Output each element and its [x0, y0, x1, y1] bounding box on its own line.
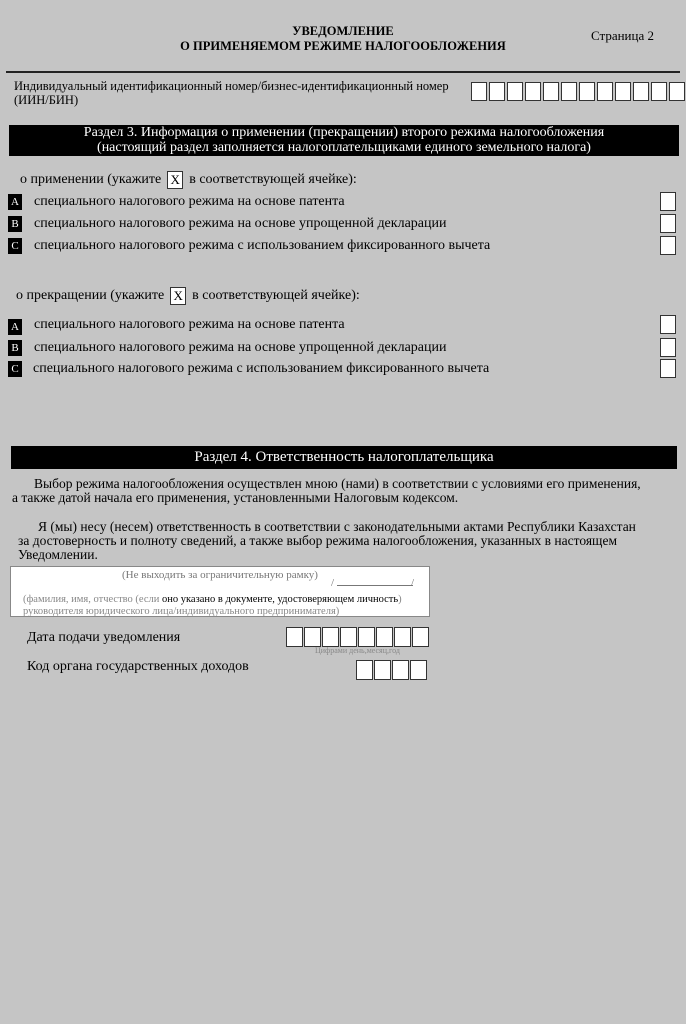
- stop-question-suffix: в соответствующей ячейке):: [192, 288, 360, 304]
- option-letter: A: [8, 319, 22, 335]
- responsibility-line3: Уведомлении.: [18, 547, 98, 562]
- submission-date-input[interactable]: [286, 627, 430, 647]
- option-letter: C: [8, 238, 22, 254]
- date-cell[interactable]: [376, 627, 393, 647]
- signature-box[interactable]: [10, 566, 430, 617]
- stop-option-c: [8, 359, 678, 379]
- iin-bin-label-line1: Индивидуальный идентификационный номер/бизнес-идентификационный номер: [14, 79, 449, 93]
- apply-question: [20, 171, 357, 189]
- signature-line: [337, 585, 413, 586]
- stop-mark-sample: X: [170, 287, 186, 305]
- section3-heading-line1: Раздел 3. Информация о применении (прекращении) второго режима налогообложения: [83, 125, 605, 140]
- iin-cell[interactable]: [669, 82, 685, 101]
- option-text: специального налогового режима на основе упрощенной декларации: [34, 340, 447, 355]
- apply-question-suffix: в соответствующей ячейке):: [189, 172, 357, 188]
- form-title: [0, 24, 686, 54]
- revenue-authority-code-input[interactable]: [356, 660, 428, 680]
- date-cell[interactable]: [304, 627, 321, 647]
- date-format-hint: Цифрами день,месяц,год: [315, 646, 400, 655]
- apply-option-c: [8, 236, 678, 256]
- iin-cell[interactable]: [615, 82, 631, 101]
- option-letter: C: [8, 361, 22, 377]
- iin-bin-input[interactable]: [471, 82, 685, 101]
- signature-slash: /: [411, 577, 415, 589]
- date-cell[interactable]: [358, 627, 375, 647]
- page-number: Страница 2: [590, 28, 654, 43]
- code-cell[interactable]: [392, 660, 409, 680]
- iin-bin-label-line2: (ИИН/БИН): [14, 93, 79, 107]
- fio-caption-part2: оно указано в документе, удостоверяющем личность: [161, 594, 399, 605]
- apply-option-a: [8, 192, 678, 212]
- date-cell[interactable]: [322, 627, 339, 647]
- code-cell[interactable]: [410, 660, 427, 680]
- iin-cell[interactable]: [651, 82, 667, 101]
- iin-cell[interactable]: [471, 82, 487, 101]
- date-cell[interactable]: [412, 627, 429, 647]
- header-divider: [6, 71, 680, 73]
- date-cell[interactable]: [340, 627, 357, 647]
- responsibility-statement: [18, 520, 686, 562]
- iin-bin-label: [14, 79, 474, 107]
- stop-option-b-checkbox[interactable]: [660, 338, 676, 357]
- apply-option-c-checkbox[interactable]: [660, 236, 676, 255]
- option-letter: B: [8, 216, 22, 232]
- stop-question: [16, 287, 360, 305]
- fio-caption-part1: (фамилия, имя, отчество (если: [23, 594, 160, 605]
- apply-option-b: [8, 214, 678, 234]
- stop-option-a-checkbox[interactable]: [660, 315, 676, 334]
- section3-heading: [9, 125, 679, 156]
- option-text: специального налогового режима с использованием фиксированного вычета: [33, 361, 490, 376]
- signature-fio-caption: [23, 594, 402, 618]
- iin-cell[interactable]: [633, 82, 649, 101]
- submission-date-label: Дата подачи уведомления: [27, 630, 181, 645]
- iin-cell[interactable]: [525, 82, 541, 101]
- iin-cell[interactable]: [489, 82, 505, 101]
- form-title-line2: О ПРИМЕНЯЕМОМ РЕЖИМЕ НАЛОГООБЛОЖЕНИЯ: [180, 39, 506, 53]
- stop-option-c-checkbox[interactable]: [660, 359, 676, 378]
- iin-cell[interactable]: [561, 82, 577, 101]
- responsibility-line1: Я (мы) несу (несем) ответственность в соответствии с законодательными актами Республики Казахстан: [38, 519, 636, 534]
- option-text: специального налогового режима на основе патента: [34, 194, 345, 209]
- code-cell[interactable]: [374, 660, 391, 680]
- form-title-line1: УВЕДОМЛЕНИЕ: [292, 24, 394, 38]
- apply-question-prefix: о применении (укажите: [20, 172, 162, 188]
- stop-option-a: [8, 315, 678, 335]
- fio-caption-line2: руководителя юридического лица/индивидуального предпринимателя): [23, 606, 340, 617]
- signature-hint: (Не выходить за ограничительную рамку): [122, 569, 318, 581]
- date-cell[interactable]: [286, 627, 303, 647]
- apply-mark-sample: X: [167, 171, 183, 189]
- date-cell[interactable]: [394, 627, 411, 647]
- code-cell[interactable]: [356, 660, 373, 680]
- apply-option-b-checkbox[interactable]: [660, 214, 676, 233]
- option-letter: B: [8, 340, 22, 356]
- iin-cell[interactable]: [579, 82, 595, 101]
- responsibility-line2: за достоверность и полноту сведений, а также выбор режима налогообложения, указанных в настоящем: [18, 533, 617, 548]
- option-text: специального налогового режима на основе патента: [34, 317, 345, 332]
- iin-cell[interactable]: [507, 82, 523, 101]
- apply-option-a-checkbox[interactable]: [660, 192, 676, 211]
- option-text: специального налогового режима с использованием фиксированного вычета: [34, 238, 491, 253]
- signature-slash: /: [331, 577, 335, 589]
- choice-statement-line1: Выбор режима налогообложения осуществлен мною (нами) в соответствии с условиями его применения,: [34, 476, 641, 491]
- section4-heading: Раздел 4. Ответственность налогоплательщика: [11, 446, 677, 469]
- revenue-authority-code-label: Код органа государственных доходов: [27, 659, 249, 674]
- iin-cell[interactable]: [543, 82, 559, 101]
- iin-cell[interactable]: [597, 82, 613, 101]
- section3-heading-line2: (настоящий раздел заполняется налогоплательщиками единого земельного налога): [97, 140, 591, 155]
- stop-question-prefix: о прекращении (укажите: [16, 288, 165, 304]
- choice-statement-line2: а также датой начала его применения, установленными Налоговым кодексом.: [12, 490, 459, 505]
- option-letter: A: [8, 194, 22, 210]
- choice-statement: [12, 477, 684, 505]
- option-text: специального налогового режима на основе упрощенной декларации: [34, 216, 447, 231]
- fio-caption-part3: ): [398, 594, 402, 605]
- stop-option-b: [8, 338, 678, 358]
